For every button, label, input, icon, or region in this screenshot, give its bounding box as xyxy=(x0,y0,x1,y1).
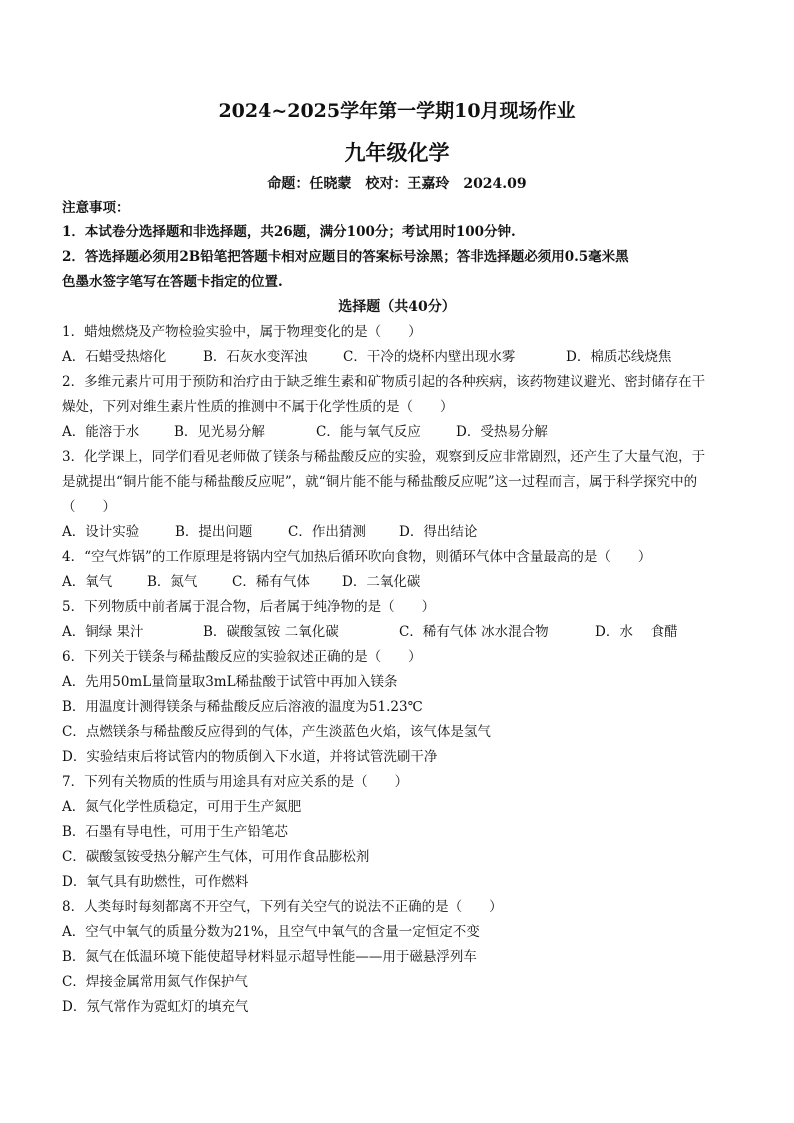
question-6-option-b: B．用温度计测得镁条与稀盐酸反应后溶液的温度为51.23℃ xyxy=(62,699,423,715)
question-8-option-a: A．空气中氧气的质量分数为21%，且空气中氧气的含量一定恒定不变 xyxy=(62,924,480,940)
exam-subject: 九年级化学 xyxy=(344,140,450,165)
question-2-option-b: B．见光易分解 xyxy=(174,424,265,440)
question-5-stem: 5．下列物质中前者属于混合物，后者属于纯净物的是（ ） xyxy=(62,599,436,615)
question-5-option-a: A．铜绿 果汁 xyxy=(62,624,144,640)
question-6-stem: 6．下列关于镁条与稀盐酸反应的实验叙述正确的是（ ） xyxy=(62,649,422,665)
question-6-option-c: C．点燃镁条与稀盐酸反应得到的气体，产生淡蓝色火焰，该气体是氢气 xyxy=(62,724,491,740)
question-2-stem-line-2: 燥处，下列对维生素片性质的推测中不属于化学性质的是（ ） xyxy=(62,399,454,415)
notice-heading: 注意事项： xyxy=(62,200,130,216)
question-6-option-d: D．实验结束后将试管内的物质倒入下水道，并将试管洗刷干净 xyxy=(62,749,438,765)
question-3-option-c: C．作出猜测 xyxy=(288,524,366,540)
question-4-stem: 4．“空气炸锅”的工作原理是将锅内空气加热后循环吹向食物，则循环气体中含量最高的是（ ） xyxy=(62,549,652,565)
exam-title: 2024~2025学年第一学期10月现场作业 xyxy=(218,100,576,122)
question-7-stem: 7．下列有关物质的性质与用途具有对应关系的是（ ） xyxy=(62,774,409,790)
question-1-option-b: B．石灰水变浑浊 xyxy=(203,349,308,365)
question-3-stem-line-3: （ ） xyxy=(62,499,116,515)
question-8-option-c: C．焊接金属常用氮气作保护气 xyxy=(62,974,248,990)
question-3-option-b: B．提出问题 xyxy=(175,524,253,540)
question-1-option-a: A．石蜡受热熔化 xyxy=(62,349,167,365)
question-2-option-d: D．受热易分解 xyxy=(456,424,548,440)
question-1-option-c: C．干冷的烧杯内壁出现水雾 xyxy=(343,349,516,365)
question-3-option-a: A．设计实验 xyxy=(62,524,140,540)
question-1-stem: 1．蜡烛燃烧及产物检验实验中，属于物理变化的是（ ） xyxy=(62,324,422,340)
exam-authors: 命题：任晓蒙 校对：王嘉玲 2024.09 xyxy=(267,176,527,192)
question-7-option-a: A．氮气化学性质稳定，可用于生产氮肥 xyxy=(62,799,302,815)
notice-item-1: 1．本试卷分选择题和非选择题，共26题，满分100分；考试用时100分钟. xyxy=(62,224,516,240)
question-8-stem: 8．人类每时每刻都离不开空气，下列有关空气的说法不正确的是（ ） xyxy=(62,899,503,915)
question-8-option-d: D．氖气常作为霓虹灯的填充气 xyxy=(62,999,249,1015)
question-5-option-c: C．稀有气体 冰水混合物 xyxy=(399,624,549,640)
question-2-option-c: C．能与氧气反应 xyxy=(316,424,421,440)
question-3-option-d: D．得出结论 xyxy=(399,524,478,540)
question-8-option-b: B．氮气在低温环境下能使超导材料显示超导性能——用于磁悬浮列车 xyxy=(62,949,477,965)
notice-item-2-line-2: 色墨水签字笔写在答题卡指定的位置. xyxy=(62,274,283,290)
question-5-option-d: D．水 食醋 xyxy=(595,624,678,640)
question-6-option-a: A．先用50mL量筒量取3mL稀盐酸于试管中再加入镁条 xyxy=(62,674,398,690)
question-7-option-c: C．碳酸氢铵受热分解产生气体，可用作食品膨松剂 xyxy=(62,849,370,865)
question-2-option-a: A．能溶于水 xyxy=(62,424,140,440)
question-7-option-d: D．氧气具有助燃性，可作燃料 xyxy=(62,874,249,890)
question-5-option-b: B．碳酸氢铵 二氧化碳 xyxy=(203,624,339,640)
question-7-option-b: B．石墨有导电性，可用于生产铅笔芯 xyxy=(62,824,288,840)
question-2-stem-line-1: 2．多维元素片可用于预防和治疗由于缺乏维生素和矿物质引起的各种疾病，该药物建议避光、密封储存在干 xyxy=(62,374,706,390)
question-4-option-a: A．氧气 xyxy=(62,574,113,590)
question-4-option-d: D．二氧化碳 xyxy=(342,574,421,590)
question-4-option-c: C．稀有气体 xyxy=(232,574,310,590)
notice-item-2-line-1: 2．答选择题必须用2B铅笔把答题卡相对应题目的答案标号涂黑；答非选择题必须用0.5毫米黑 xyxy=(62,249,629,265)
question-3-stem-line-2: 是就提出“铜片能不能与稀盐酸反应呢”，就“铜片能不能与稀盐酸反应呢”这一过程而言，属于科学探究中的 xyxy=(62,474,698,490)
question-1-option-d: D．棉质芯线烧焦 xyxy=(566,349,672,365)
question-4-option-b: B．氮气 xyxy=(147,574,198,590)
section-title: 选择题（共40分） xyxy=(338,299,456,315)
question-3-stem-line-1: 3．化学课上，同学们看见老师做了镁条与稀盐酸反应的实验，观察到反应非常剧烈，还产生了大量气泡，于 xyxy=(62,449,706,465)
